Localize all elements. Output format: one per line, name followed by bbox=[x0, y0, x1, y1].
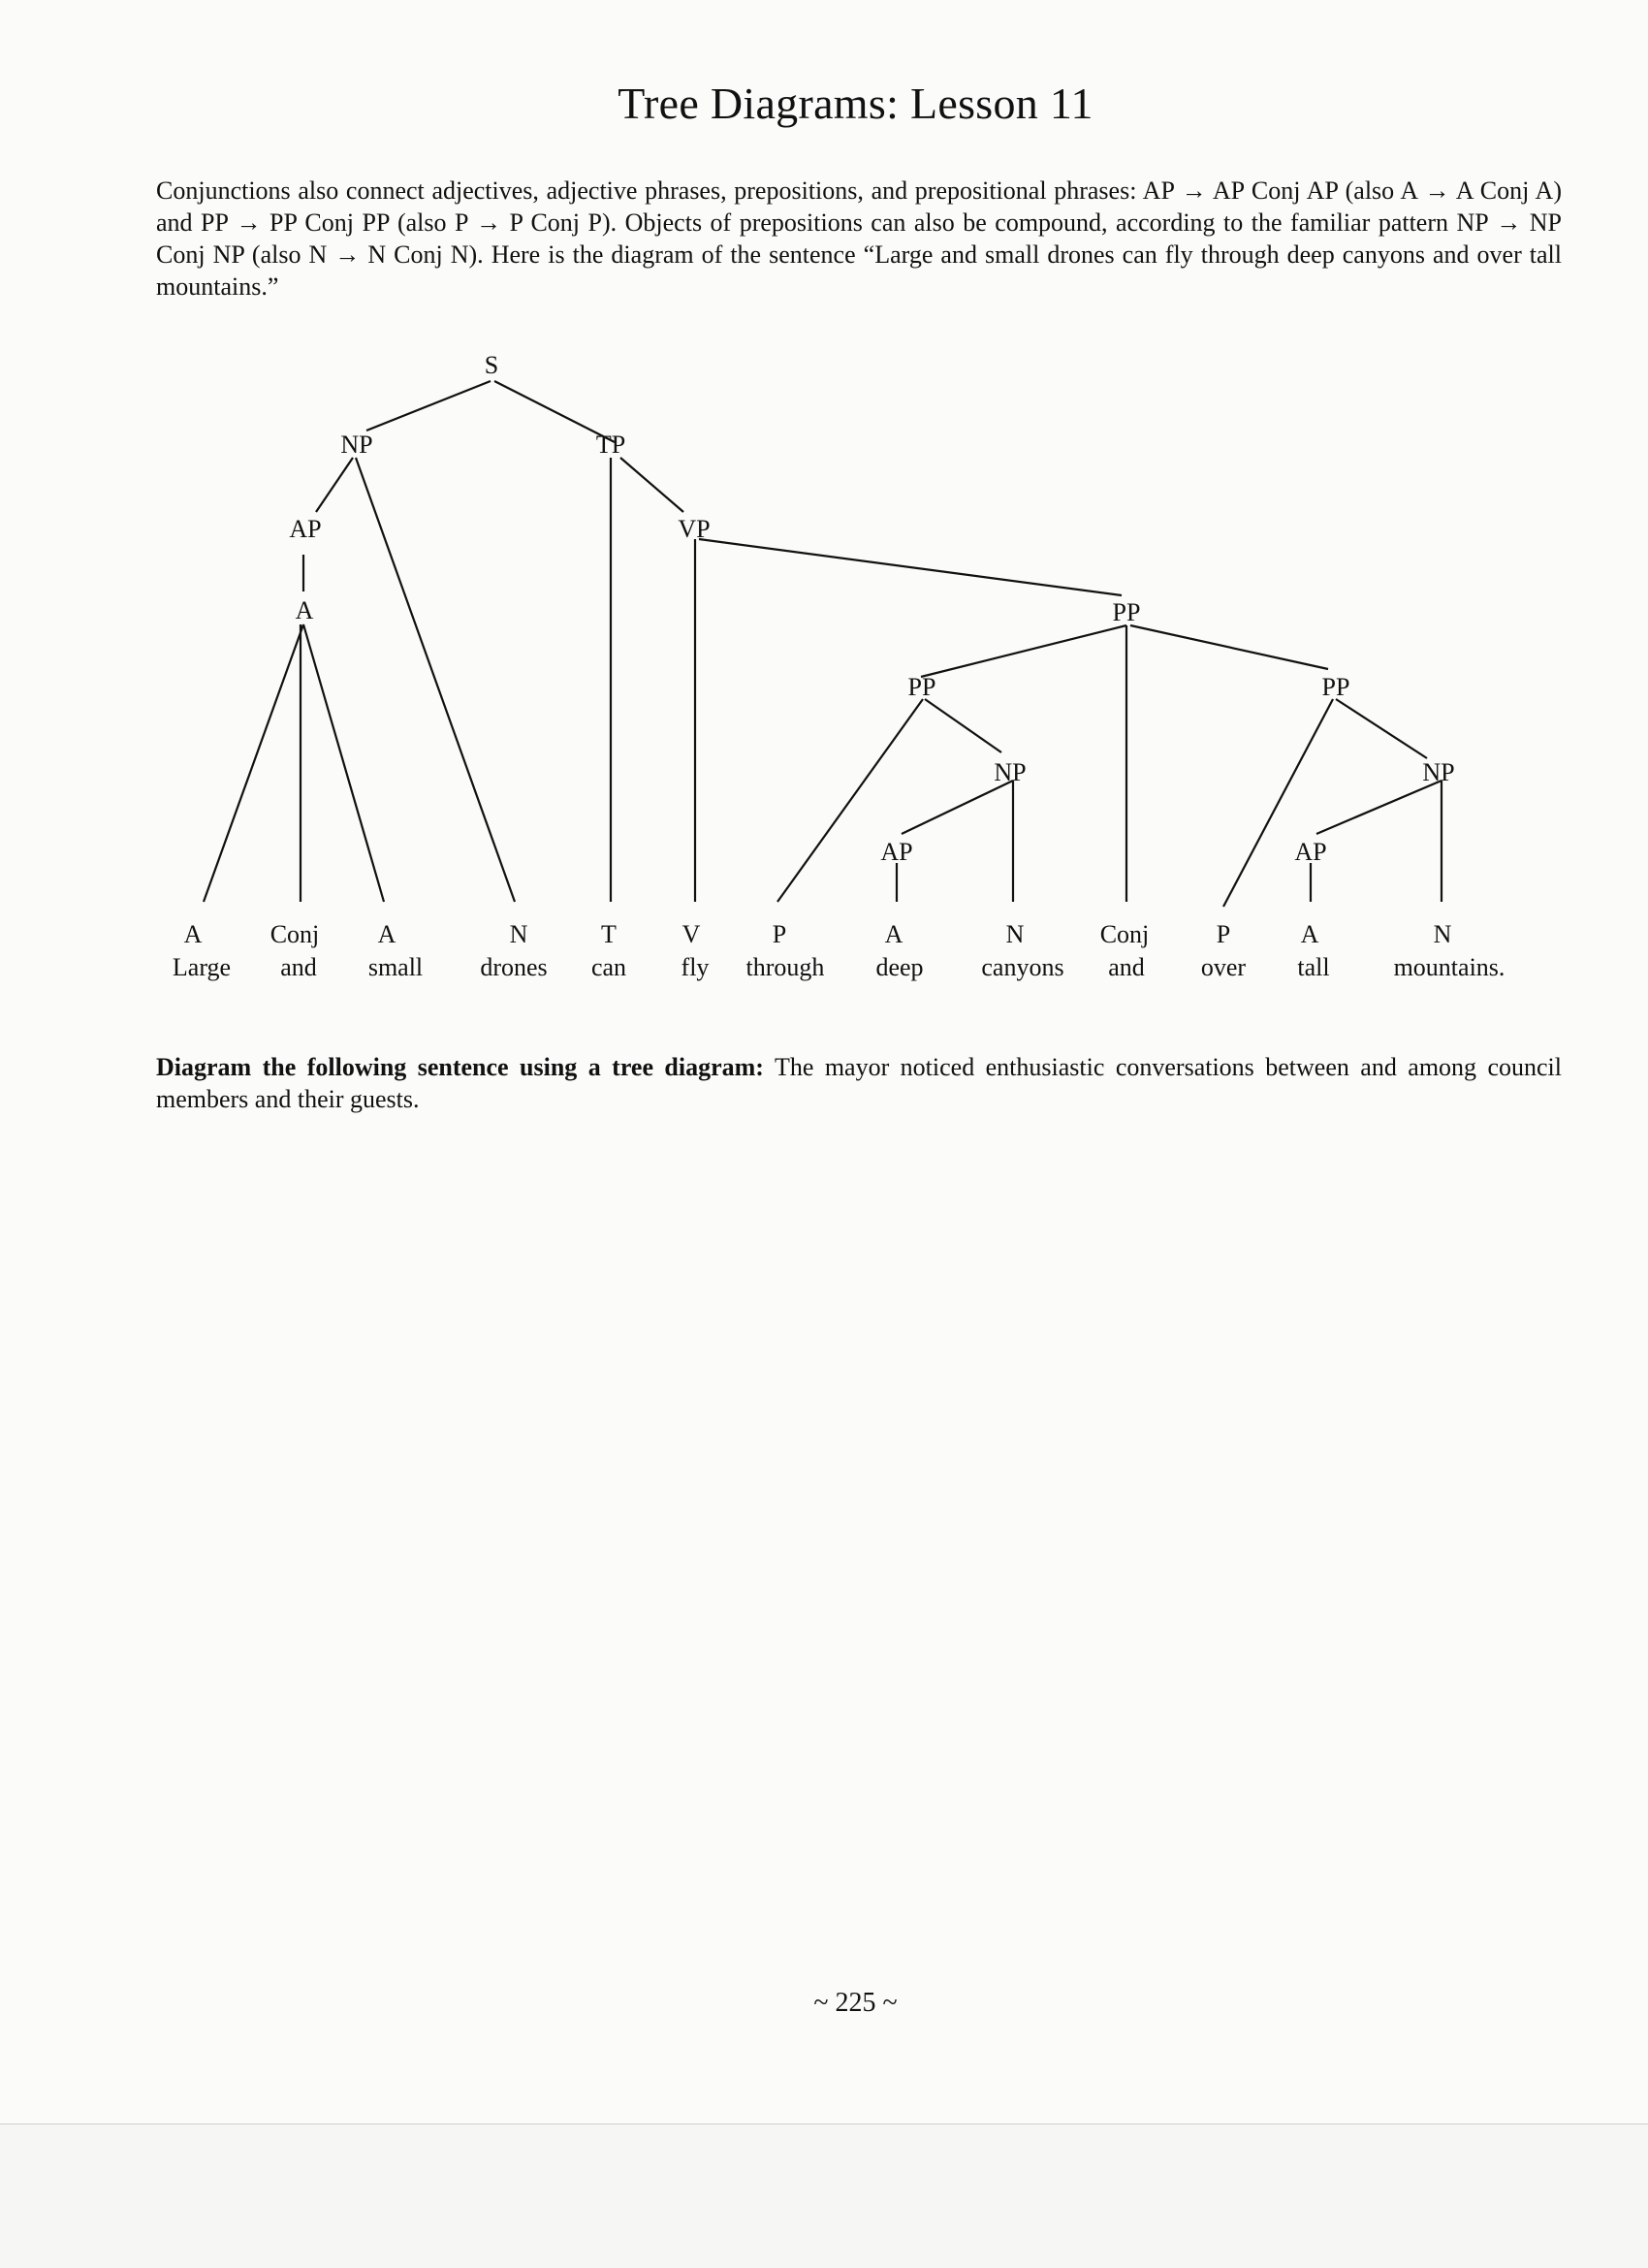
tree-diagram bbox=[0, 0, 1648, 1028]
node-a: A bbox=[295, 596, 314, 624]
tree-branches bbox=[204, 381, 1442, 907]
node-s: S bbox=[484, 351, 499, 379]
leaf-category: A bbox=[884, 920, 903, 948]
leaf-word: deep bbox=[875, 953, 924, 981]
node-np-canyons: NP bbox=[994, 758, 1027, 786]
leaf-category: N bbox=[509, 920, 528, 948]
leaf-category: T bbox=[601, 920, 617, 948]
page-title: Tree Diagrams: Lesson 11 bbox=[618, 79, 1093, 128]
leaf-category: P bbox=[1216, 920, 1231, 948]
leaf-word: Large bbox=[172, 953, 232, 981]
leaf-category: N bbox=[1005, 920, 1025, 948]
node-ap: AP bbox=[289, 515, 322, 543]
leaf-word: canyons bbox=[981, 953, 1064, 981]
leaf-word: through bbox=[745, 953, 825, 981]
leaf-category: A bbox=[377, 920, 396, 948]
leaf-category: V bbox=[681, 920, 701, 948]
leaf-word: can bbox=[590, 953, 627, 981]
leaf-category: A bbox=[1300, 920, 1319, 948]
leaf-word: and bbox=[280, 953, 317, 981]
leaf-category: P bbox=[772, 920, 787, 948]
leaf-word: small bbox=[367, 953, 424, 981]
intro-paragraph: Conjunctions also connect adjectives, adjective phrases, prepositions, and prepositional phrases: AP → AP Conj AP (also A → A Conj A) and PP → PP Conj PP (also P → P Conj P). Objects of prepositions can also be compound, according to the familiar pattern NP → NP Conj NP (also N → N Conj N). Here is the diagram of the sentence “Large and small drones can fly through deep canyons and over tall mountains.” bbox=[156, 176, 1562, 301]
node-pp-over: PP bbox=[1321, 673, 1350, 701]
leaf-word: and bbox=[1108, 953, 1145, 981]
node-vp: VP bbox=[678, 515, 711, 543]
node-ap-tall: AP bbox=[1294, 838, 1327, 866]
node-ap-deep: AP bbox=[880, 838, 913, 866]
node-pp-top: PP bbox=[1112, 598, 1141, 626]
node-pp-through: PP bbox=[907, 673, 936, 701]
leaf-category: A bbox=[183, 920, 203, 948]
node-np: NP bbox=[340, 431, 373, 459]
leaf-word: over bbox=[1200, 953, 1247, 981]
leaf-word: drones bbox=[480, 953, 548, 981]
leaf-word: fly bbox=[681, 953, 710, 981]
node-np-mountains: NP bbox=[1422, 758, 1455, 786]
exercise-lead: Diagram the following sentence using a tree diagram: bbox=[156, 1053, 764, 1081]
leaf-category: N bbox=[1433, 920, 1452, 948]
scan-bottom-margin bbox=[0, 2124, 1648, 2268]
node-tp: TP bbox=[595, 431, 626, 459]
leaf-word: tall bbox=[1297, 953, 1330, 981]
exercise-sentence: The mayor noticed enthusiastic conversations between and among council members and their guests. bbox=[156, 1053, 1563, 1113]
page-number: ~ 225 ~ bbox=[813, 1988, 898, 2018]
leaf-category: Conj bbox=[269, 920, 320, 948]
exercise-prompt bbox=[156, 1051, 1562, 1115]
leaf-word: mountains. bbox=[1393, 953, 1505, 981]
leaf-category: Conj bbox=[1099, 920, 1150, 948]
